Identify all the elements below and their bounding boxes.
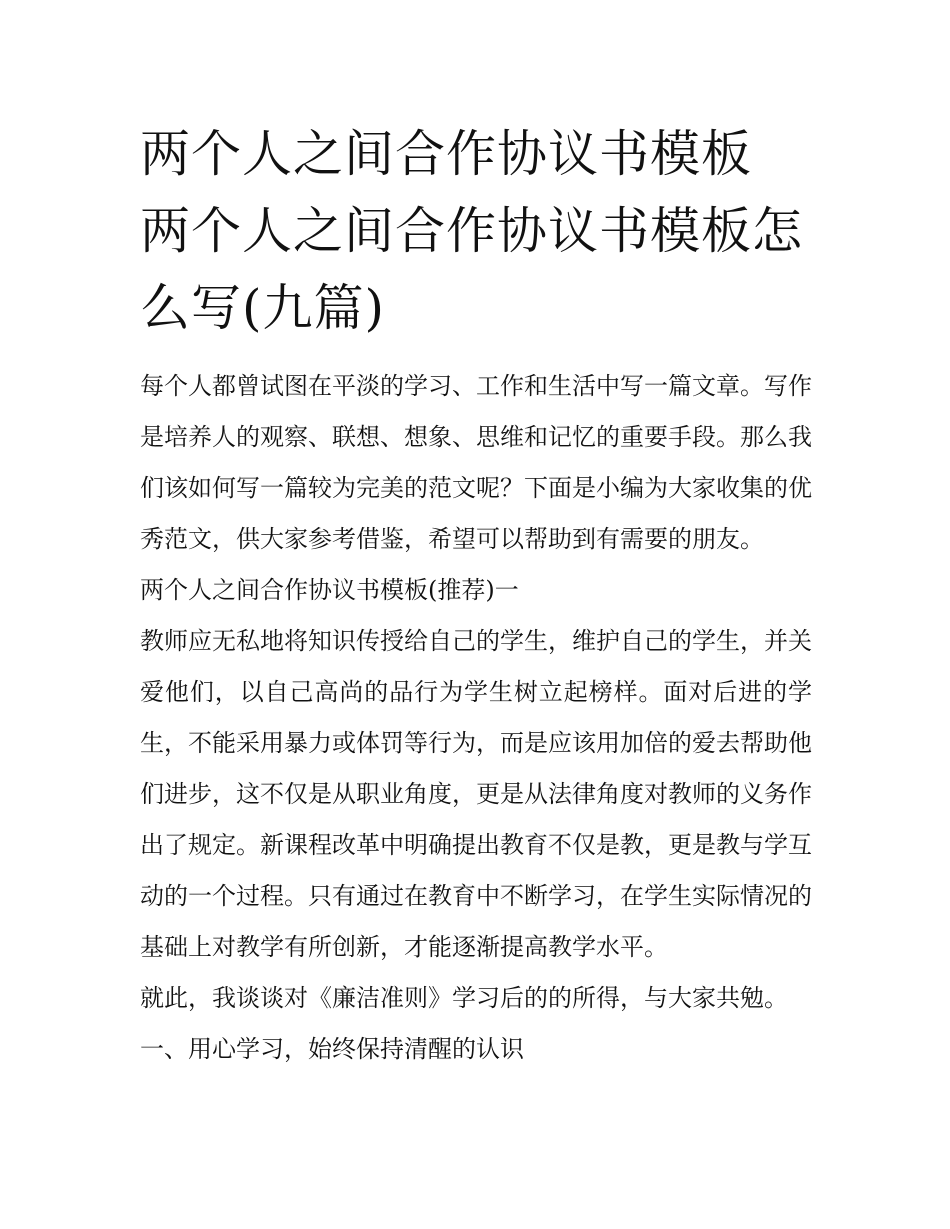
intro-paragraph: 每个人都曾试图在平淡的学习、工作和生活中写一篇文章。写作是培养人的观察、联想、想象、思维和记忆的重要手段。那么我们该如何写一篇较为完美的范文呢？下面是小编为大家收集的优秀范文，供大家参考借鉴，希望可以帮助到有需要的朋友。	[140, 372, 812, 553]
section-heading: 两个人之间合作协议书模板(推荐)一	[140, 576, 519, 604]
document-body	[140, 361, 812, 1075]
document-page	[140, 116, 812, 1075]
closing-paragraph: 就此，我谈谈对《廉洁准则》学习后的的所得，与大家共勉。	[140, 984, 788, 1012]
point-one-heading: 一、用心学习，始终保持清醒的认识	[140, 1035, 524, 1063]
section-body-paragraph: 教师应无私地将知识传授给自己的学生，维护自己的学生，并关爱他们，以自己高尚的品行为学生树立起榜样。面对后进的学生，不能采用暴力或体罚等行为，而是应该用加倍的爱去帮助他们进步，这不仅是从职业角度，更是从法律角度对教师的义务作出了规定。新课程改革中明确提出教育不仅是教，更是教与学互动的一个过程。只有通过在教育中不断学习，在学生实际情况的基础上对教学有所创新，才能逐渐提高教学水平。	[140, 627, 812, 961]
document-title: 两个人之间合作协议书模板 两个人之间合作协议书模板怎么写(九篇)	[140, 125, 803, 337]
